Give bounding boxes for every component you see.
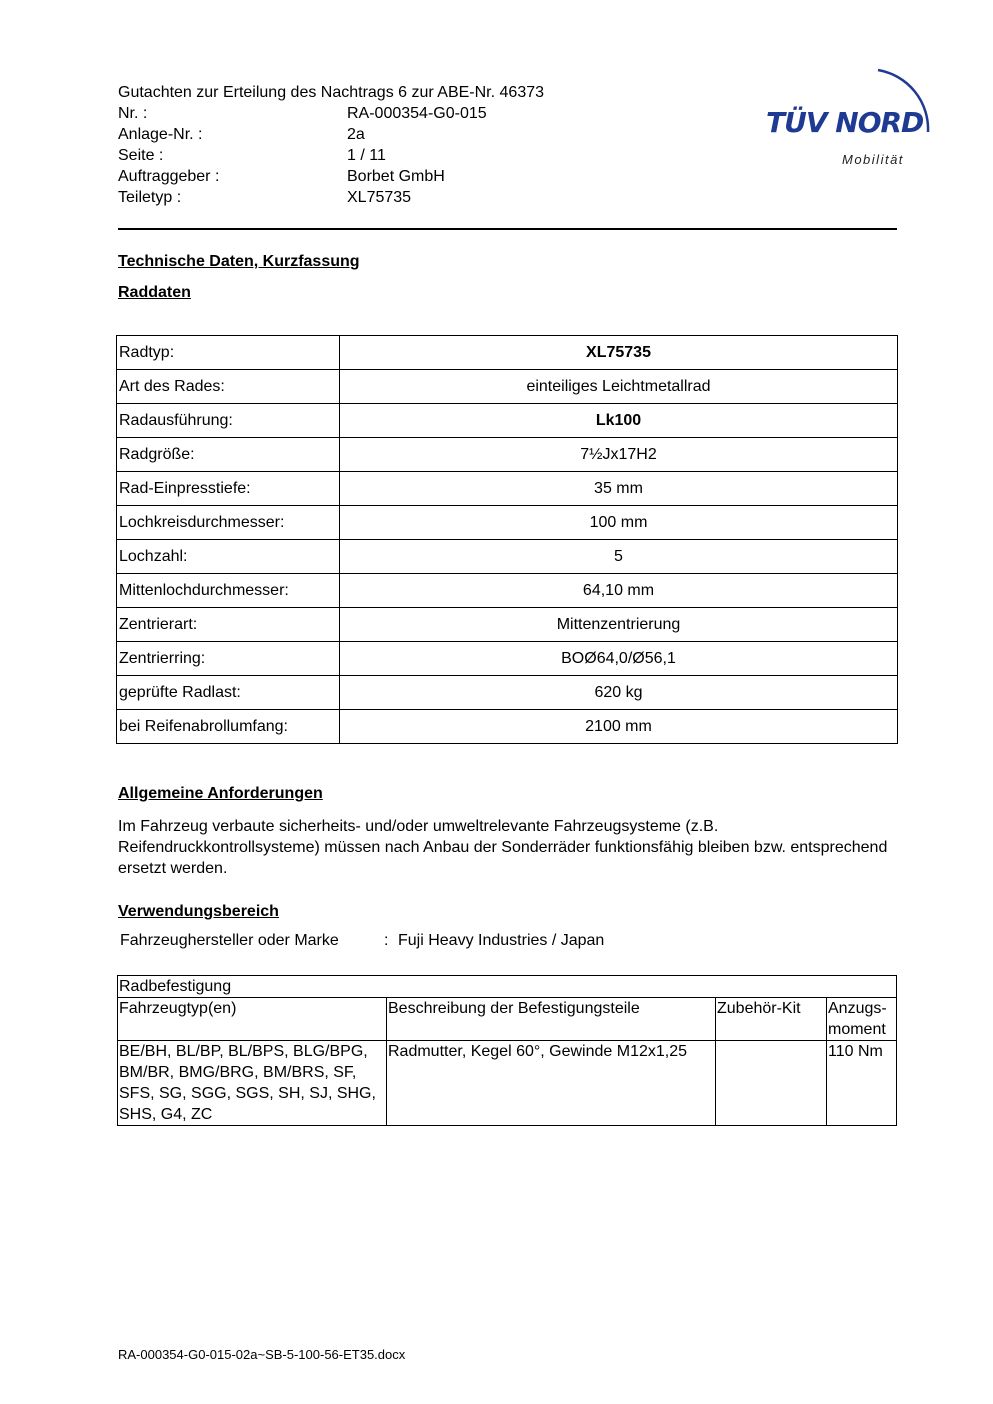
wheel-data-table [116, 335, 898, 744]
wheel-label: Zentrierring: [117, 642, 340, 676]
wheel-label: Zentrierart: [117, 608, 340, 642]
table-row [117, 642, 898, 676]
table-row [117, 506, 898, 540]
table-row [117, 472, 898, 506]
fastener-description-cell: Radmutter, Kegel 60°, Gewinde M12x1,25 [387, 1041, 716, 1126]
manufacturer-line [120, 932, 605, 950]
table-row [117, 574, 898, 608]
wheel-label: Rad-Einpresstiefe: [117, 472, 340, 506]
wheel-label: Radtyp: [117, 336, 340, 370]
header-key: Teiletyp : [118, 189, 182, 206]
mounting-title: Radbefestigung [118, 976, 897, 998]
accessory-kit-cell [716, 1041, 827, 1126]
table-row [117, 710, 898, 744]
logo-wordmark: TÜV NORD [766, 106, 924, 139]
wheel-label: Mittenlochdurchmesser: [117, 574, 340, 608]
wheel-value: 620 kg [340, 676, 898, 710]
wheel-value: 35 mm [340, 472, 898, 506]
general-requirements-text: Im Fahrzeug verbaute sicherheits- und/oder umweltrelevante Fahrzeugsysteme (z.B. Reifendruckkontrollsysteme) müssen nach Anbau der Sonderräder funktionsfähig bleiben bzw. entsprechend ersetzt werden. [118, 818, 888, 877]
table-row [118, 1041, 897, 1126]
column-header: Anzugs- moment [827, 998, 897, 1041]
wheel-value: einteiliges Leichtmetallrad [340, 370, 898, 404]
header-key: Anlage-Nr. : [118, 126, 203, 143]
footer-filename: RA-000354-G0-015-02a~SB-5-100-56-ET35.docx [118, 1347, 406, 1362]
vehicle-types-cell: BE/BH, BL/BP, BL/BPS, BLG/BPG, BM/BR, BMG/BRG, BM/BRS, SF, SFS, SG, SGG, SGS, SH, SJ, SHG, SHS, G4, ZC [118, 1041, 387, 1126]
manufacturer-value: Fuji Heavy Industries / Japan [398, 932, 605, 949]
section-heading-tech: Technische Daten, Kurzfassung [118, 253, 360, 270]
wheel-label: Lochkreisdurchmesser: [117, 506, 340, 540]
wheel-label: bei Reifenabrollumfang: [117, 710, 340, 744]
table-row [117, 676, 898, 710]
wheel-value: 2100 mm [340, 710, 898, 744]
header-value: 2a [347, 126, 365, 143]
wheel-value: 64,10 mm [340, 574, 898, 608]
header-value: XL75735 [347, 189, 412, 206]
section-heading-wheel: Raddaten [118, 284, 191, 301]
mounting-table [117, 975, 897, 1126]
logo-subtitle: Mobilität [842, 152, 904, 167]
wheel-value: 100 mm [340, 506, 898, 540]
section-heading-general: Allgemeine Anforderungen [118, 785, 323, 802]
tuev-nord-logo [760, 56, 940, 176]
table-row [117, 370, 898, 404]
column-header: Zubehör-Kit [716, 998, 827, 1041]
header-value: 1 / 11 [347, 147, 386, 164]
wheel-value: Mittenzentrierung [340, 608, 898, 642]
wheel-label: Art des Rades: [117, 370, 340, 404]
header-value: Borbet GmbH [347, 168, 445, 185]
header-value: RA-000354-G0-015 [347, 105, 487, 122]
document-title: Gutachten zur Erteilung des Nachtrags 6 zur ABE-Nr. 46373 [118, 84, 545, 101]
wheel-value: 5 [340, 540, 898, 574]
table-row [117, 404, 898, 438]
wheel-value: BOØ64,0/Ø56,1 [340, 642, 898, 676]
header-key: Auftraggeber : [118, 168, 220, 185]
table-row [117, 438, 898, 472]
section-heading-usage: Verwendungsbereich [118, 903, 279, 920]
table-row [118, 976, 897, 998]
header-divider [118, 228, 897, 230]
wheel-value: Lk100 [340, 404, 898, 438]
column-header: Beschreibung der Befestigungsteile [387, 998, 716, 1041]
wheel-label: Lochzahl: [117, 540, 340, 574]
table-row [117, 608, 898, 642]
wheel-label: geprüfte Radlast: [117, 676, 340, 710]
wheel-label: Radgröße: [117, 438, 340, 472]
table-row [117, 540, 898, 574]
wheel-label: Radausführung: [117, 404, 340, 438]
torque-cell: 110 Nm [827, 1041, 897, 1126]
manufacturer-separator: : [384, 932, 389, 949]
manufacturer-label: Fahrzeughersteller oder Marke [120, 932, 339, 949]
table-row [117, 336, 898, 370]
table-row [118, 998, 897, 1041]
header-key: Nr. : [118, 105, 148, 122]
column-header: Fahrzeugtyp(en) [118, 998, 387, 1041]
wheel-value: XL75735 [340, 336, 898, 370]
wheel-value: 7½Jx17H2 [340, 438, 898, 472]
header-key: Seite : [118, 147, 164, 164]
